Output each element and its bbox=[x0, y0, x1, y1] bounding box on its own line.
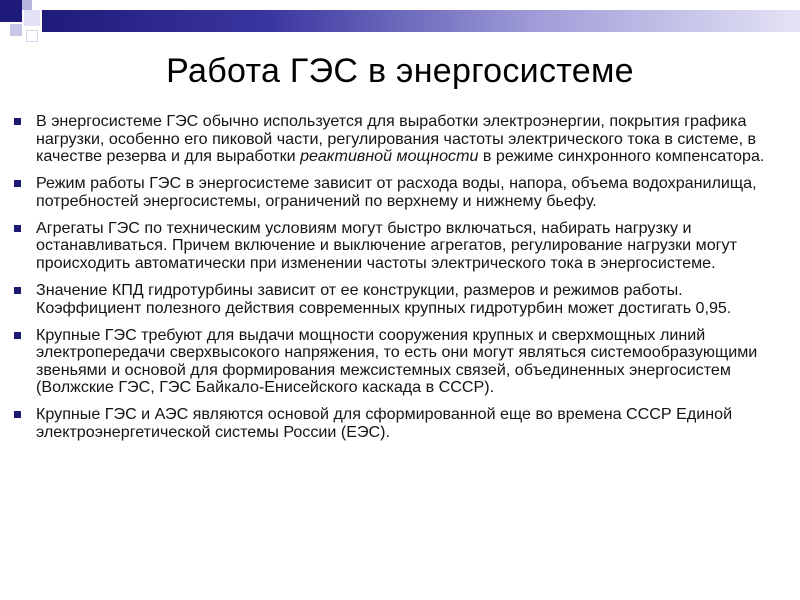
square-bullet-icon bbox=[14, 287, 21, 294]
square-bullet-icon bbox=[14, 225, 21, 232]
bullet-text-part: в режиме синхронного компенсатора. bbox=[478, 147, 765, 166]
deco-square bbox=[10, 24, 22, 36]
header-gradient-bar bbox=[42, 10, 800, 32]
deco-square bbox=[26, 30, 38, 42]
bullet-text: Крупные ГЭС и АЭС являются основой для сформированной еще во времена СССР Единой электроэнергетической системы России (ЕЭС). bbox=[36, 405, 733, 441]
deco-square bbox=[24, 10, 40, 26]
square-bullet-icon bbox=[14, 332, 21, 339]
deco-square bbox=[22, 0, 32, 10]
bullet-text: Значение КПД гидротурбины зависит от ее конструкции, размеров и режимов работы. Коэффициент полезного действия современных крупных гидротурбин может достигать 0,95. bbox=[36, 280, 732, 317]
slide-title: Работа ГЭС в энергосистеме bbox=[166, 52, 634, 90]
square-bullet-icon bbox=[14, 180, 21, 187]
bullet-item bbox=[14, 220, 784, 273]
bullet-item bbox=[14, 113, 784, 166]
bullet-text: Крупные ГЭС требуют для выдачи мощности сооружения крупных и сверхмощных линий электропередачи сверхвысокого напряжения, то есть они могут являться системообразующими звеньями и основой для формирования межсистемных связей, объединенных энергосистем (Волжские ГЭС, ГЭС Байкало-Енисейского каскада в СССР). bbox=[36, 325, 758, 397]
bullet-text: Режим работы ГЭС в энергосистеме зависит от расхода воды, напора, объема водохранилища, потребностей энергосистемы, ограничений по верхнему и нижнему бьефу. bbox=[36, 174, 757, 210]
bullet-list bbox=[14, 113, 784, 451]
square-bullet-icon bbox=[14, 118, 21, 125]
bullet-item bbox=[14, 327, 784, 397]
bullet-text: Агрегаты ГЭС по техническим условиям могут быстро включаться, набирать нагрузку и останавливаться. Причем включение и выключение агрегатов, регулирование нагрузки могут происходить автоматически при изменении частоты электрического тока в энергосистеме. bbox=[36, 218, 737, 272]
deco-square bbox=[0, 0, 22, 22]
bullet-text bbox=[36, 112, 764, 165]
bullet-item bbox=[14, 406, 784, 441]
bullet-item bbox=[14, 175, 784, 210]
bullet-emphasis: реактивной мощности bbox=[300, 147, 479, 166]
bullet-item bbox=[14, 282, 784, 317]
bullet-text-part: В энергосистеме ГЭС обычно используется для выработки электроэнергии, покрытия графика нагрузки, особенно его пиковой части, регулирования частоты электрического тока в системе, в качестве резерва и для выработки bbox=[36, 112, 757, 166]
square-bullet-icon bbox=[14, 411, 21, 418]
